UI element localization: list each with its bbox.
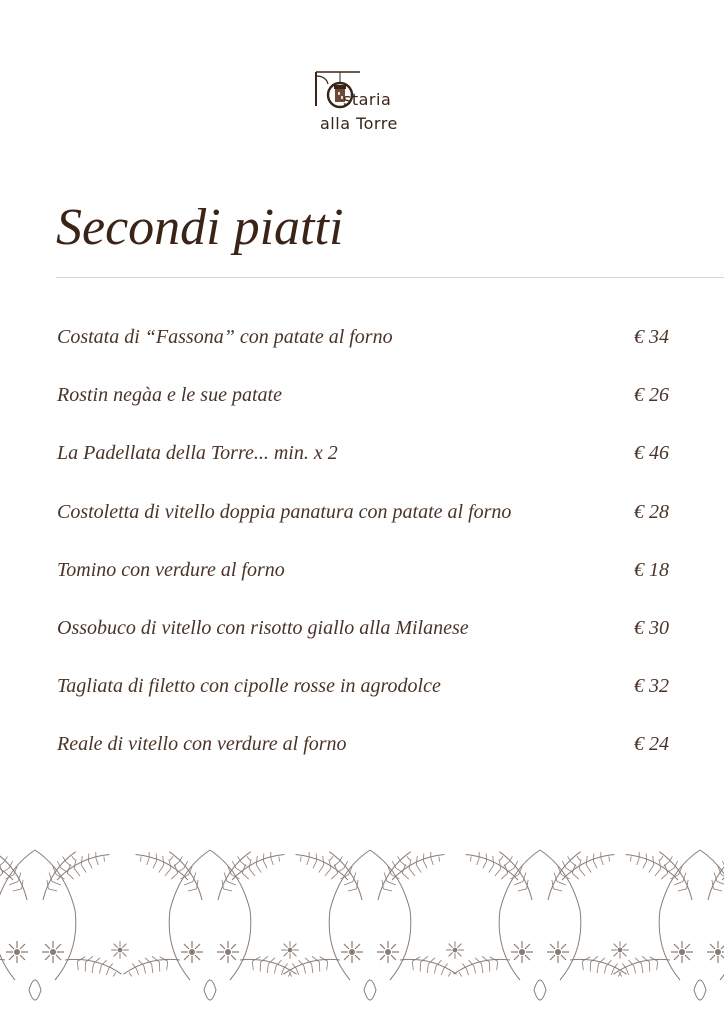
- dish-name: La Padellata della Torre... min. x 2: [57, 442, 338, 464]
- dish-price: € 18: [634, 559, 669, 581]
- dish-name: Reale di vitello con verdure al forno: [57, 733, 347, 755]
- dish-name: Ossobuco di vitello con risotto giallo alla Milanese: [57, 617, 469, 639]
- floral-damask-pattern: [0, 840, 724, 1024]
- dish-price: € 24: [634, 733, 669, 755]
- dish-price: € 28: [634, 501, 669, 523]
- menu-item: [57, 442, 669, 472]
- dish-price: € 26: [634, 384, 669, 406]
- logo-line-alla-torre: alla Torre: [320, 114, 398, 133]
- menu-item: [57, 733, 669, 763]
- dish-price: € 34: [634, 326, 669, 348]
- menu-item: [57, 501, 669, 531]
- dish-name: Tagliata di filetto con cipolle rosse in agrodolce: [57, 675, 441, 697]
- title-divider: [56, 277, 724, 278]
- dish-price: € 32: [634, 675, 669, 697]
- menu-item: [57, 675, 669, 705]
- logo-line-ostaria: staria: [343, 90, 392, 109]
- menu-item: [57, 384, 669, 414]
- dish-name: Rostin negàa e le sue patate: [57, 384, 282, 406]
- dish-name: Costoletta di vitello doppia panatura con patate al forno: [57, 501, 512, 523]
- page-title: Secondi piatti: [56, 199, 344, 256]
- dish-price: € 30: [634, 617, 669, 639]
- menu-item: [57, 617, 669, 647]
- dish-name: Tomino con verdure al forno: [57, 559, 285, 581]
- menu-item: [57, 326, 669, 356]
- dish-price: € 46: [634, 442, 669, 464]
- dish-name: Costata di “Fassona” con patate al forno: [57, 326, 393, 348]
- menu-item: [57, 559, 669, 589]
- restaurant-logo: [300, 62, 420, 142]
